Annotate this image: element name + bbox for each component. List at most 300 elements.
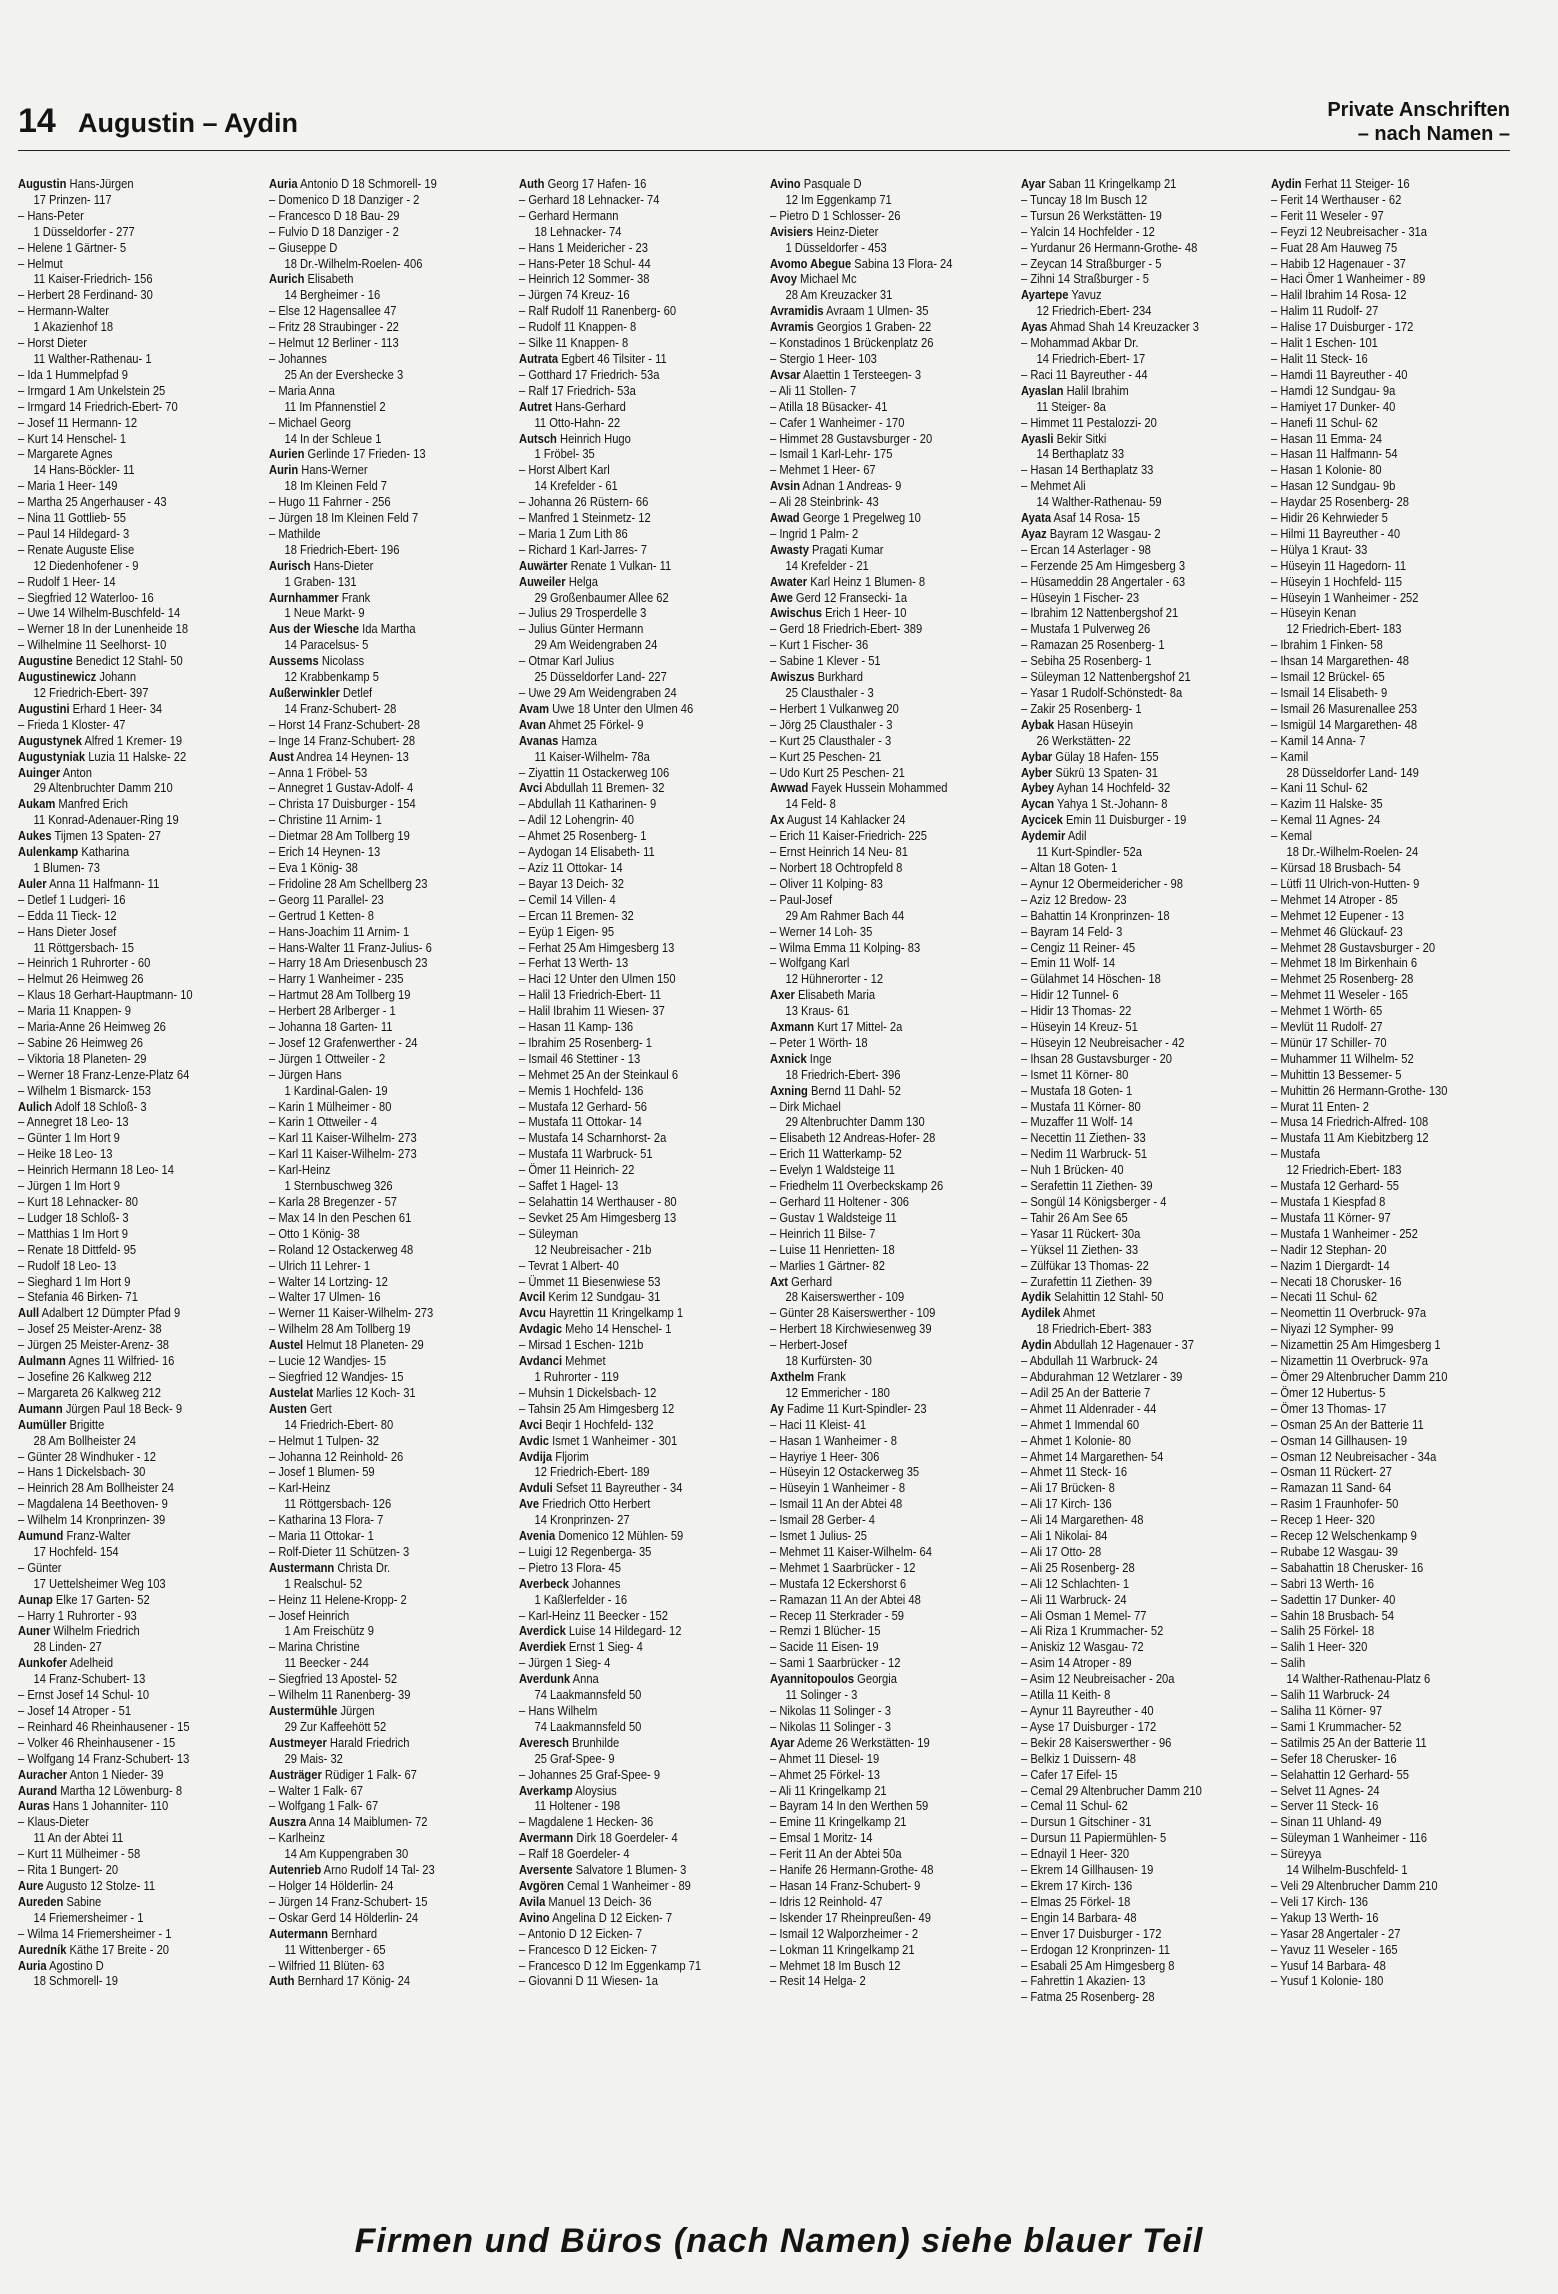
surname-entry [519,1449,724,1465]
continuation-entry: – Mustafa 18 Goten- 1 [1021,1083,1226,1099]
surname: Averdunk [519,1671,571,1687]
continuation-entry: – Mustafa 12 Gerhard- 56 [519,1099,724,1115]
address-line: 28 Am Kreuzacker 31 [785,287,893,303]
continuation-entry: – Maria 11 Knappen- 9 [18,1003,223,1019]
entry-detail: Erhard 1 Heer- 34 [69,700,163,716]
continuation-entry: – Hans-Peter [18,208,223,224]
continuation-entry: – Emine 11 Kringelkamp 21 [770,1814,975,1830]
surname-entry [269,446,474,462]
surname: Avino [519,1909,550,1925]
continuation-entry: – Ziyattin 11 Ostackerweg 106 [519,765,724,781]
entry-detail: Andrea 14 Heynen- 13 [293,748,409,764]
entry-detail: Hayrettin 11 Kringelkamp 1 [546,1305,684,1321]
entry-detail: Gerhard [788,1273,833,1289]
surname: Avdic [519,1432,550,1448]
continuation-entry: – Halil Ibrahim 14 Rosa- 12 [1271,287,1476,303]
continuation-entry: – Belkiz 1 Duissern- 48 [1021,1751,1226,1767]
continuation-entry: – Saliha 11 Körner- 97 [1271,1703,1476,1719]
continuation-entry: – Karlheinz [269,1830,474,1846]
entry-detail: Adelheid [67,1655,114,1671]
surname-entry [519,1671,724,1687]
continuation-entry: – Songül 14 Königsberger - 4 [1021,1194,1226,1210]
surname: Aunkofer [18,1655,68,1671]
surname: Avisiers [770,223,814,239]
continuation-entry: – Herbert 28 Ferdinand- 30 [18,287,223,303]
address-line: 12 Friedrich-Ebert- 234 [1036,303,1152,319]
continuation-entry: – Mustafa 1 Pulverweg 26 [1021,621,1226,637]
continuation-entry: – Emin 11 Wolf- 14 [1021,955,1226,971]
surname: Aurisch [268,557,311,573]
continuation-entry: – Rudolf 11 Knappen- 8 [519,319,724,335]
continuation-entry: – Irmgard 14 Friedrich-Ebert- 70 [18,399,223,415]
continuation-entry: – Johanna 12 Reinhold- 26 [269,1449,474,1465]
continuation-entry: – Michael Georg [269,415,474,431]
continuation-entry: – Siegfried 13 Apostel- 52 [269,1671,474,1687]
continuation-entry: – Gotthard 17 Friedrich- 53a [519,367,724,383]
address-line: 17 Prinzen- 117 [33,191,112,207]
continuation-entry: – Hüseyin 1 Wanheimer - 8 [770,1480,975,1496]
address-line: 1 Am Freischütz 9 [284,1623,374,1639]
continuation-entry: – Dursun 1 Gitschiner - 31 [1021,1814,1226,1830]
continuation-entry: – Magdalene 1 Hecken- 36 [519,1814,724,1830]
entry-detail: Cemal 1 Wanheimer - 89 [564,1877,692,1893]
continuation-entry: – Günter [18,1560,223,1576]
entry-detail: Sabina 13 Flora- 24 [851,255,953,271]
surname: Aureden [18,1893,64,1909]
surname-entry [519,1528,724,1544]
continuation-entry: – Sinan 11 Uhland- 49 [1271,1814,1476,1830]
entry-detail: Asaf 14 Rosa- 15 [1050,510,1140,526]
continuation-entry: – Ibrahim 12 Nattenbergshof 21 [1021,605,1226,621]
surname-entry [770,478,975,494]
surname-entry [770,1083,975,1099]
continuation-entry: – Muhsin 1 Dickelsbach- 12 [519,1385,724,1401]
surname-entry [1021,1305,1226,1321]
continuation-entry: – Mustafa 12 Gerhard- 55 [1271,1178,1476,1194]
surname: Aunap [18,1591,53,1607]
continuation-entry: – Josef 14 Atroper - 51 [18,1703,223,1719]
continuation-entry: – Harry 18 Am Driesenbusch 23 [269,955,474,971]
entry-detail: Hans-Jürgen [66,176,134,191]
surname-entry [18,653,223,669]
surname: Aumund [18,1528,64,1544]
continuation-entry: – Werner 14 Loh- 35 [770,924,975,940]
surname: Austräger [268,1766,322,1782]
surname: Auras [18,1798,50,1814]
continuation-entry: – Ferzende 25 Am Himgesberg 3 [1021,558,1226,574]
surname: Auler [18,875,47,891]
continuation-entry: – Matthias 1 Im Hort 9 [18,1226,223,1242]
continuation-entry: – Kazim 11 Halske- 35 [1271,796,1476,812]
continuation-entry: – Tahir 26 Am See 65 [1021,1210,1226,1226]
continuation-entry: – Hüseyin 1 Wanheimer - 252 [1271,590,1476,606]
surname-entry [1021,828,1226,844]
directory-column [1021,176,1260,2210]
surname: Avci [519,1416,543,1432]
continuation-entry: – Josefine 26 Kalkweg 212 [18,1369,223,1385]
surname: Axthelm [770,1368,815,1384]
continuation-entry: – Ferit 11 Weseler - 97 [1271,208,1476,224]
continuation-entry: – Kemal 11 Agnes- 24 [1271,812,1476,828]
entry-detail: Yahya 1 St.-Johann- 8 [1053,796,1168,812]
entry-detail: Alfred 1 Kremer- 19 [81,732,183,748]
page-header [18,96,1510,146]
address-line: 14 Friedrich-Ebert- 17 [1036,350,1145,366]
section-title [1327,98,1510,146]
continuation-entry: – Sevket 25 Am Himgesberg 13 [519,1210,724,1226]
address-line: 29 Altenbruchter Damm 210 [33,780,173,796]
address-line: 25 Graf-Spee- 9 [534,1750,615,1766]
surname-entry [770,1369,975,1385]
continuation-entry: – Ömer 12 Hubertus- 5 [1271,1385,1476,1401]
continuation-entry: – Kurt 14 Henschel- 1 [18,431,223,447]
entry-detail: Hans-Gerhard [552,398,627,414]
continuation-entry: – Klaus-Dieter [18,1814,223,1830]
entry-detail: Domenico 12 Mühlen- 59 [555,1528,684,1544]
address-line: 12 Friedrich-Ebert- 189 [534,1464,650,1480]
address-line: 26 Werkstätten- 22 [1036,732,1131,748]
surname: Autsch [519,430,558,446]
address-line: 14 Am Kuppengraben 30 [284,1846,408,1862]
entry-detail: Augusto 12 Stolze- 11 [43,1877,156,1893]
surname-entry [519,1321,724,1337]
surname-entry [519,558,724,574]
continuation-entry: – Selvet 11 Agnes- 24 [1271,1783,1476,1799]
entry-detail: Hans-Dieter [310,557,374,573]
directory-column [519,176,758,2210]
entry-detail: Ayhan 14 Hochfeld- 32 [1053,780,1170,796]
entry-detail: Frank [814,1368,846,1384]
surname-entry [519,1894,724,1910]
continuation-entry: – Necettin 11 Ziethen- 33 [1021,1130,1226,1146]
address-line: 12 Diedenhofener - 9 [33,557,139,573]
entry-detail: Sükrü 13 Spaten- 31 [1051,764,1158,780]
continuation-entry: – Norbert 18 Ochtropfeld 8 [770,860,975,876]
surname-entry [18,1894,223,1910]
address-line: 18 Im Kleinen Feld 7 [284,478,387,494]
entry-detail: Martha 12 Löwenburg- 8 [57,1782,183,1798]
continuation-entry: – Gerhard Hermann [519,208,724,224]
continuation-entry: – Gertrud 1 Ketten- 8 [269,908,474,924]
continuation-entry: – Georg 11 Parallel- 23 [269,892,474,908]
continuation-entry: – Mustafa 11 Ottokar- 14 [519,1114,724,1130]
surname: Auner [18,1623,51,1639]
continuation-entry: – Irmgard 1 Am Unkelstein 25 [18,383,223,399]
continuation-entry: – Wilma 14 Friemersheimer - 1 [18,1926,223,1942]
continuation-entry: – Udo Kurt 25 Peschen- 21 [770,765,975,781]
section-title-line2: – nach Namen – [1357,123,1510,145]
entry-detail: Aloysius [572,1782,618,1798]
continuation-entry: – Asim 12 Neubreisacher - 20a [1021,1671,1226,1687]
surname-entry [1021,749,1226,765]
surname-entry [18,1353,223,1369]
continuation-entry: – Hasan 11 Kamp- 136 [519,1019,724,1035]
continuation-entry: – Kurt 25 Peschen- 21 [770,749,975,765]
entry-detail: Ferhat 11 Steiger- 16 [1301,176,1410,191]
continuation-entry: – Frieda 1 Kloster- 47 [18,717,223,733]
surname: Avcu [519,1305,547,1321]
continuation-entry: – Ernst Heinrich 14 Neu- 81 [770,844,975,860]
continuation-entry: – Werner 11 Kaiser-Wilhelm- 273 [269,1305,474,1321]
surname-entry [519,1862,724,1878]
entry-detail: George 1 Pregelweg 10 [799,510,921,526]
surname-entry [770,224,975,240]
entry-detail: Manuel 13 Deich- 36 [545,1893,652,1909]
entry-detail: Bernd 11 Dahl- 52 [807,1082,901,1098]
surname-entry [1021,780,1226,796]
address-line: 13 Kraus- 61 [785,1003,850,1019]
continuation-entry: – Necati 11 Schul- 62 [1271,1289,1476,1305]
header-rule [18,150,1510,151]
continuation-entry: – Hartmut 28 Am Tollberg 19 [269,987,474,1003]
surname: Aversente [519,1862,573,1878]
continuation-entry: – Ekrem 14 Gillhausen- 19 [1021,1862,1226,1878]
surname: Augustin [18,176,67,191]
address-line: 11 Konrad-Adenauer-Ring 19 [33,812,179,828]
entry-detail: Dirk 18 Goerdeler- 4 [573,1830,678,1846]
continuation-entry: – Ismet 11 Körner- 80 [1021,1067,1226,1083]
continuation-entry: – Mehmet 1 Wörth- 65 [1271,1003,1476,1019]
surname: Ax [770,812,785,828]
continuation-entry: – Ihsan 14 Margarethen- 48 [1271,653,1476,669]
continuation-entry: – Aynur 11 Bayreuther - 40 [1021,1703,1226,1719]
surname: Avdija [519,1448,553,1464]
entry-detail: Christa Dr. [333,1559,390,1575]
continuation-entry: – Ismail 11 An der Abtei 48 [770,1496,975,1512]
surname: Ayar [770,1734,795,1750]
entry-detail: Adolf 18 Schloß- 3 [52,1098,147,1114]
continuation-entry: – Zeycan 14 Straßburger - 5 [1021,256,1226,272]
surname-entry [18,1417,223,1433]
continuation-entry: – Karla 28 Bregenzer - 57 [269,1194,474,1210]
continuation-entry: – Süleyman 1 Wanheimer - 116 [1271,1830,1476,1846]
continuation-entry: – Ferhat 13 Werth- 13 [519,955,724,971]
entry-detail: Elisabeth [304,271,354,287]
continuation-entry: – Sadettin 17 Dunker- 40 [1271,1592,1476,1608]
continuation-entry: – Musa 14 Friedrich-Alfred- 108 [1271,1114,1476,1130]
continuation-entry: – Helene 1 Gärtner- 5 [18,240,223,256]
continuation-entry: – Karl 11 Kaiser-Wilhelm- 273 [269,1130,474,1146]
entry-detail: Katharina [78,844,130,860]
continuation-entry: – Kemal [1271,828,1476,844]
address-line: 18 Dr.-Wilhelm-Roelen- 24 [1286,844,1419,860]
address-line: 1 Realschul- 52 [284,1575,362,1591]
surname: Ave [519,1496,540,1512]
continuation-entry: – Recep 1 Heer- 320 [1271,1512,1476,1528]
surname: Aydemir [1020,828,1065,844]
continuation-entry: – Francesco D 18 Bau- 29 [269,208,474,224]
entry-detail: Fljorim [552,1448,590,1464]
surname: Avdanci [519,1353,563,1369]
continuation-entry: – Nuh 1 Brücken- 40 [1021,1162,1226,1178]
surname-entry [1021,287,1226,303]
entry-detail: Tijmen 13 Spaten- 27 [51,828,161,844]
continuation-entry: – Marina Christine [269,1639,474,1655]
surname-entry [269,1385,474,1401]
continuation-entry: – Hans Wilhelm [519,1703,724,1719]
continuation-entry: – Maria-Anne 26 Heimweg 26 [18,1019,223,1035]
entry-detail: Avraam 1 Ulmen- 35 [823,303,929,319]
surname-entry [1021,176,1226,192]
surname: Aurnhammer [268,589,339,605]
continuation-entry: – Jörg 25 Clausthaler - 3 [770,717,975,733]
continuation-entry: – Halil 13 Friedrich-Ebert- 11 [519,987,724,1003]
surname-entry [519,1305,724,1321]
continuation-entry: – Ismail 46 Stettiner - 13 [519,1051,724,1067]
address-line: 11 Röttgersbach- 15 [33,939,134,955]
continuation-entry: – Resit 14 Helga- 2 [770,1973,975,1989]
entry-detail: Ahmet 25 Förkel- 9 [546,716,644,732]
continuation-entry: – Josef 11 Hermann- 12 [18,415,223,431]
surname: Aydin [1271,176,1302,191]
entry-detail: Arno Rudolf 14 Tal- 23 [320,1862,435,1878]
surname-entry [269,558,474,574]
surname: Avam [519,700,550,716]
surname: Averdick [519,1623,567,1639]
surname-entry [18,1958,223,1974]
surname: Auth [268,1973,295,1989]
surname-entry [269,749,474,765]
continuation-entry: – Hans-Joachim 11 Arnim- 1 [269,924,474,940]
continuation-entry: – Margarete Agnes [18,446,223,462]
continuation-entry: – Osman 14 Gillhausen- 19 [1271,1433,1476,1449]
continuation-entry: – Margareta 26 Kalkweg 212 [18,1385,223,1401]
address-line: 12 Friedrich-Ebert- 183 [1286,621,1402,637]
continuation-entry: – Eva 1 König- 38 [269,860,474,876]
continuation-entry: – Hanife 26 Hermann-Grothe- 48 [770,1862,975,1878]
continuation-entry: – Mustafa [1271,1146,1476,1162]
address-line: 14 Friedrich-Ebert- 80 [284,1416,393,1432]
continuation-entry: – Karl-Heinz [269,1162,474,1178]
entry-detail: Abdullah 12 Hagenauer - 37 [1051,1337,1194,1353]
continuation-entry: – Ali 17 Brücken- 8 [1021,1480,1226,1496]
surname-entry [269,1337,474,1353]
continuation-entry: – Werner 18 In der Lunenheide 18 [18,621,223,637]
entry-detail: Kurt 17 Mittel- 2a [814,1019,903,1035]
entry-detail: Sabine [63,1893,102,1909]
continuation-entry: – Hidir 13 Thomas- 22 [1021,1003,1226,1019]
entry-detail: Wilhelm Friedrich [50,1623,140,1639]
entry-detail: Sefset 11 Bayreuther - 34 [553,1480,683,1496]
address-line: 17 Hochfeld- 154 [33,1543,119,1559]
surname-entry [770,542,975,558]
surname-entry [18,669,223,685]
address-line: 1 Neue Markt- 9 [284,605,365,621]
address-line: 28 Am Bollheister 24 [33,1432,137,1448]
surname-entry [519,1480,724,1496]
address-line: 28 Kaiserswerther - 109 [785,1289,905,1305]
entry-detail: Anna 11 Halfmann- 11 [46,875,160,891]
surname: Ayartepe [1020,287,1069,303]
surname-entry [18,701,223,717]
entry-detail: Inge [806,1050,832,1066]
continuation-entry: – Mustafa 11 Warbruck- 51 [519,1146,724,1162]
entry-detail: Ahmet [1060,1305,1095,1321]
surname-entry [770,176,975,192]
continuation-entry: – Max 14 In den Peschen 61 [269,1210,474,1226]
address-line: 14 Wilhelm-Buschfeld- 1 [1286,1862,1408,1878]
entry-detail: Elke 17 Garten- 52 [52,1591,150,1607]
continuation-entry: – Domenico D 18 Danziger - 2 [269,192,474,208]
continuation-entry: – Gerhard 18 Lehnacker- 74 [519,192,724,208]
surname-entry [519,1576,724,1592]
continuation-entry: – Ismail 26 Masurenallee 253 [1271,701,1476,717]
surname: Avramis [770,319,814,335]
continuation-entry: – Haci 11 Kleist- 41 [770,1417,975,1433]
address-line: 1 Sternbuschweg 326 [284,1178,393,1194]
continuation-entry: – Maria 1 Heer- 149 [18,478,223,494]
continuation-entry: – Ahmet 25 Förkel- 13 [770,1767,975,1783]
continuation-entry: – Hasan 14 Franz-Schubert- 9 [770,1878,975,1894]
entry-detail: Helmut 18 Planeten- 29 [302,1337,424,1353]
entry-detail: Benedict 12 Stahl- 50 [72,653,183,669]
continuation-entry: – Jürgen 25 Meister-Arenz- 38 [18,1337,223,1353]
continuation-entry: – Christa 17 Duisburger - 154 [269,796,474,812]
continuation-entry: – Sabine 1 Klever - 51 [770,653,975,669]
continuation-entry: – Oliver 11 Kolping- 83 [770,876,975,892]
continuation-entry: – Heinrich 28 Am Bollheister 24 [18,1480,223,1496]
surname: Aulmann [18,1353,66,1369]
surname-entry [519,1783,724,1799]
continuation-entry: – Mustafa 12 Eckershorst 6 [770,1576,975,1592]
address-line: 29 Mais- 32 [284,1750,343,1766]
continuation-entry: – Konstadinos 1 Brückenplatz 26 [770,335,975,351]
continuation-entry: – Manfred 1 Steinmetz- 12 [519,510,724,526]
continuation-entry: – Herbert 1 Vulkanweg 20 [770,701,975,717]
continuation-entry: – Ahmet 1 Kolonie- 80 [1021,1433,1226,1449]
continuation-entry: – Veli 17 Kirch- 136 [1271,1894,1476,1910]
continuation-entry: – Elisabeth 12 Andreas-Hofer- 28 [770,1130,975,1146]
surname: Avsin [770,478,801,494]
directory-columns [18,176,1510,2210]
surname-entry [269,1926,474,1942]
continuation-entry: – Erich 14 Heynen- 13 [269,844,474,860]
continuation-entry: – Ali 25 Rosenberg- 28 [1021,1560,1226,1576]
surname: Avino [770,176,801,191]
continuation-entry: – Mehmet Ali [1021,478,1226,494]
continuation-entry: – Ernst Josef 14 Schul- 10 [18,1687,223,1703]
entry-detail: Helga [565,573,599,589]
surname-entry [770,669,975,685]
continuation-entry: – Horst 14 Franz-Schubert- 28 [269,717,474,733]
continuation-entry: – Tahsin 25 Am Himgesberg 12 [519,1401,724,1417]
surname-entry [269,271,474,287]
continuation-entry: – Hidir 26 Kehrwieder 5 [1271,510,1476,526]
continuation-entry: – Sami 1 Krummacher- 52 [1271,1719,1476,1735]
continuation-entry: – Ramazan 11 An der Abtei 48 [770,1592,975,1608]
surname: Autenrieb [268,1862,321,1878]
address-line: 14 Krefelder - 21 [785,557,869,573]
continuation-entry: – Sieghard 1 Im Hort 9 [18,1274,223,1290]
surname: Axning [770,1082,808,1098]
address-line: 29 Am Weidengraben 24 [534,637,658,653]
continuation-entry: – Ahmet 14 Margarethen- 54 [1021,1449,1226,1465]
continuation-entry: – Hasan 14 Berthaplatz 33 [1021,462,1226,478]
continuation-entry: – Karin 1 Mülheimer - 80 [269,1099,474,1115]
surname-entry [18,1528,223,1544]
continuation-entry: – Roland 12 Ostackerweg 48 [269,1242,474,1258]
continuation-entry: – Luise 11 Henrietten- 18 [770,1242,975,1258]
continuation-entry: – Aziz 12 Bredow- 23 [1021,892,1226,908]
surname: Auria [268,176,298,191]
continuation-entry: – Bekir 28 Kaiserswerther - 96 [1021,1735,1226,1751]
continuation-entry: – Hayriye 1 Heer- 306 [770,1449,975,1465]
continuation-entry: – Atilla 18 Büsacker- 41 [770,399,975,415]
entry-detail: Ahmad Shah 14 Kreuzacker 3 [1046,319,1199,335]
entry-detail: Luzia 11 Halske- 22 [85,748,187,764]
surname-entry [18,1305,223,1321]
surname-entry [18,1942,223,1958]
